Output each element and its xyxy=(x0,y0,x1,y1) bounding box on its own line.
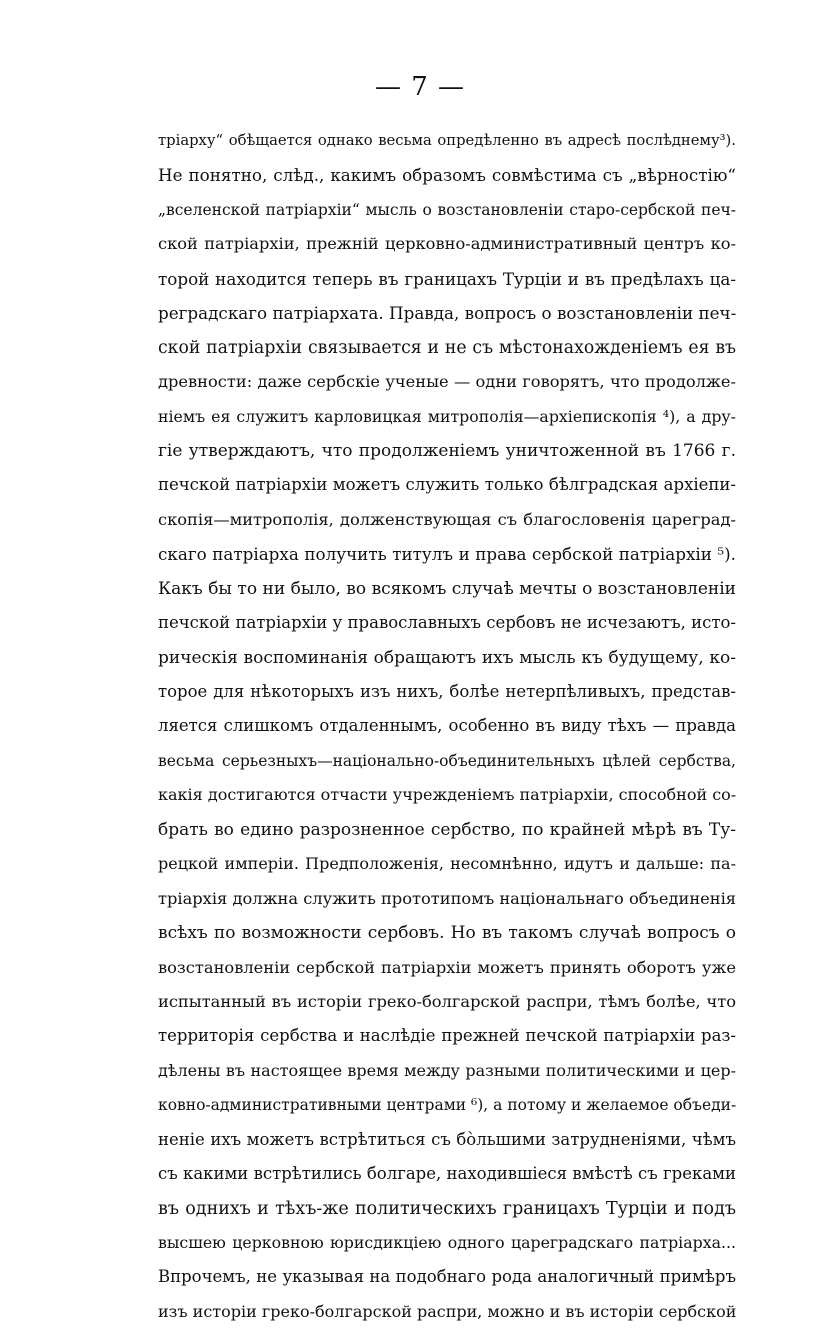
text-line: Не понятно, слѣд., какимъ образомъ совмѣстима съ „вѣрностію“ xyxy=(158,165,736,186)
text-line: скопія—митрополія, долженствующая съ благословенія цареград- xyxy=(158,509,736,529)
text-line: весьма серьезныхъ—національно-объединительныхъ цѣлей сербства, xyxy=(158,751,736,770)
text-line: брать во едино разрозненное сербство, по крайней мѣрѣ въ Ту- xyxy=(158,819,736,840)
text-line: Какъ бы то ни было, во всякомъ случаѣ мечты о возстановленіи xyxy=(158,578,736,599)
text-line: тріархія должна служить прототипомъ національнаго объединенія xyxy=(158,888,737,908)
text-line: „вселенской патріархіи“ мысль о возстановленіи старо-сербской печ- xyxy=(158,200,736,219)
text-line: ковно-административными центрами ⁶), а потому и желаемое объеди- xyxy=(158,1096,737,1115)
text-line: дѣлены въ настоящее время между разными политическими и цер- xyxy=(158,1060,736,1080)
text-line: рическія воспоминанія обращаютъ ихъ мысль къ будущему, ко- xyxy=(158,647,736,668)
text-line: какія достигаются отчасти учрежденіемъ патріархіи, способной со- xyxy=(158,785,737,805)
text-line: тріарху“ обѣщается однако весьма опредѣленно въ адресѣ послѣднему³). xyxy=(158,132,736,149)
text-line: территорія сербства и наслѣдіе прежней печской патріархіи раз- xyxy=(158,1026,736,1046)
text-line: скаго патріарха получить титулъ и права сербской патріархіи ⁵). xyxy=(158,544,736,565)
text-line: изъ исторіи греко-болгарской распри, можно и въ исторіи сербской xyxy=(158,1301,737,1321)
text-line: торое для нѣкоторыхъ изъ нихъ, болѣе нетерпѣливыхъ, представ- xyxy=(158,682,736,701)
text-line: Впрочемъ, не указывая на подобнаго рода аналогичный примѣръ xyxy=(158,1267,736,1287)
text-line: высшею церковною юрисдикціею одного цареградскаго патріарха... xyxy=(158,1233,736,1252)
text-line: ской патріархіи, прежній церковно-административный центръ ко- xyxy=(158,234,736,254)
text-line: всѣхъ по возможности сербовъ. Но въ такомъ случаѣ вопросъ о xyxy=(158,923,736,944)
text-line: съ какими встрѣтились болгаре, находившіеся вмѣстѣ съ греками xyxy=(158,1164,736,1184)
text-line: печской патріархіи у православныхъ сербовъ не исчезаютъ, исто- xyxy=(158,613,736,633)
text-line: ской патріархіи связывается и не съ мѣстонахожденіемъ ея въ xyxy=(158,337,736,358)
text-line: въ однихъ и тѣхъ-же политическихъ границахъ Турціи и подъ xyxy=(158,1198,736,1219)
body-text xyxy=(158,124,736,1329)
text-line: торой находится теперь въ границахъ Турціи и въ предѣлахъ ца- xyxy=(158,268,736,289)
text-line: рецкой имперіи. Предположенія, несомнѣнно, идутъ и дальше: па- xyxy=(158,854,736,874)
text-line: древности: даже сербскіе ученые — одни говорятъ, что продолже- xyxy=(158,372,736,392)
text-line: реградскаго патріархата. Правда, вопросъ о возстановленіи печ- xyxy=(158,303,737,324)
text-line: печской патріархіи можетъ служить только бѣлградская архіепи- xyxy=(158,475,736,495)
text-line: ніемъ ея служитъ карловицкая митрополія—архіепископія ⁴), а дру- xyxy=(158,406,736,426)
text-line: ляется слишкомъ отдаленнымъ, особенно въ виду тѣхъ — правда xyxy=(158,716,736,736)
text-line: неніе ихъ можетъ встрѣтиться съ бòльшими затрудненіями, чѣмъ xyxy=(158,1129,736,1149)
text-line: возстановленіи сербской патріархіи можетъ принять оборотъ уже xyxy=(158,957,736,977)
text-line: испытанный въ исторіи греко-болгарской распри, тѣмъ болѣе, что xyxy=(158,991,736,1011)
text-line: гіе утверждаютъ, что продолженіемъ уничтоженной въ 1766 г. xyxy=(158,440,736,461)
page-number: — 7 — xyxy=(374,72,466,102)
